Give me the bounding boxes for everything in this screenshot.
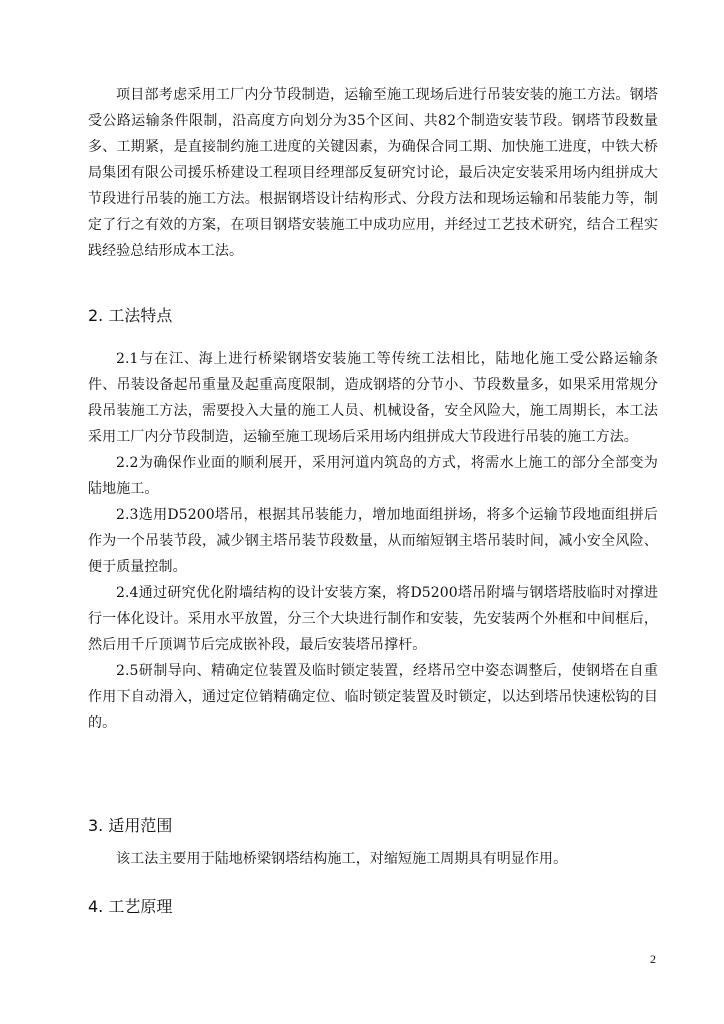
- section-3-body: [88, 846, 658, 872]
- section-2-body: [88, 346, 658, 736]
- paragraph-2-1: 2.1与在江、海上进行桥梁钢塔安装施工等传统工法相比，陆地化施工受公路运输条件、吊装设备起吊重量及起重高度限制，造成钢塔的分节小、节段数量多，如果采用常规分段吊装施工方法，需要投入大量的施工人员、机械设备，安全风险大，施工周期长，本工法采用工厂内分节段制造，运输至施工现场后采用场内组拼成大节段进行吊装的施工方法。: [88, 351, 658, 445]
- section-heading-4: 4. 工艺原理: [88, 897, 173, 916]
- section-3-heading-block: [88, 814, 658, 838]
- intro-paragraph: 项目部考虑采用工厂内分节段制造，运输至施工现场后进行吊装安装的施工方法。钢塔受公路运输条件限制，沿高度方向划分为35个区间、共82个制造安装节段。钢塔节段数量多、工期紧，是直接制约施工进度的关键因素，为确保合同工期、加快施工进度，中铁大桥局集团有限公司援乐桥建设工程项目经理部反复研究讨论，最后决定安装采用场内组拼成大节段进行吊装的施工方法。根据钢塔设计结构形式、分段方法和现场运输和吊装能力等，制定了行之有效的方案，在项目钢塔安装施工中成功应用，并经过工艺技术研究，结合工程实践经验总结形成本工法。: [88, 87, 658, 259]
- paragraph-2-4: 2.4通过研究优化附墙结构的设计安装方案，将D5200塔吊附墙与钢塔塔肢临时对撑进行一体化设计。采用水平放置，分三个大块进行制作和安装，先安装两个外框和中间框后，然后用千斤顶调节后完成嵌补段，最后安装塔吊撑杆。: [88, 585, 658, 653]
- section-heading-3: 3. 适用范围: [88, 816, 173, 835]
- paragraph-2-5: 2.5研制导向、精确定位装置及临时锁定装置，经塔吊空中姿态调整后，使钢塔在自重作用下自动滑入，通过定位销精确定位、临时锁定装置及时锁定，以达到塔吊快速松钩的目的。: [88, 663, 658, 731]
- intro-paragraph-block: [88, 82, 658, 264]
- paragraph-2-3: 2.3选用D5200塔吊，根据其吊装能力，增加地面组拼场，将多个运输节段地面组拼后作为一个吊装节段，减少钢主塔吊装节段数量，从而缩短钢主塔吊装时间，减小安全风险、便于质量控制。: [88, 507, 658, 575]
- section-4-heading-block: [88, 895, 658, 919]
- section-heading-2: 2. 工法特点: [88, 306, 173, 325]
- paragraph-3: 该工法主要用于陆地桥梁钢塔结构施工，对缩短施工周期具有明显作用。: [116, 851, 568, 867]
- section-2-heading-block: [88, 304, 658, 328]
- paragraph-2-2: 2.2为确保作业面的顺利展开，采用河道内筑岛的方式，将需水上施工的部分全部变为陆地施工。: [88, 455, 658, 497]
- page-number: 2: [650, 952, 656, 966]
